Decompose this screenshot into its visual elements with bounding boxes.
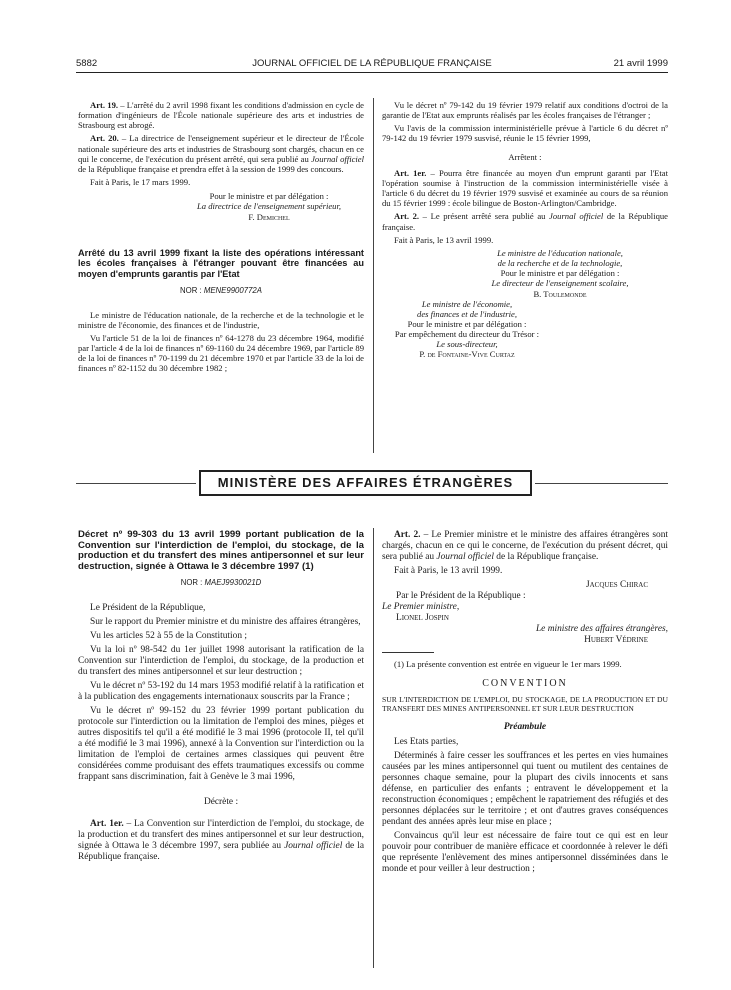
les-etats-parties: Les Etats parties, (394, 736, 459, 747)
convention-subtitle: SUR L'INTERDICTION DE L'EMPLOI, DU STOCKAGE, DE LA PRODUCTION ET DU TRANSFERT DES MINES ANTIPERSONNEL ET SUR LEUR DESTRUCTION (382, 695, 668, 714)
nor-reference: NOR : MENE9900772A (180, 285, 262, 295)
article-1: Art. 1er. – La Convention sur l'interdiction de l'emploi, du stockage, de la production et du transfert des mines antipersonnel et sur leur destruction, signée à Ottawa le 3 décembre 1997, sera publiée au Journal officiel de la République française. (78, 818, 364, 862)
vu-decret-53-192: Vu le décret nº 53-192 du 14 mars 1953 modifié relatif à la ratification et à la publication des engagements internationaux souscrits par la France ; (78, 680, 364, 702)
fait-a-paris: Fait à Paris, le 13 avril 1999. (394, 234, 494, 245)
column-top-right (382, 100, 668, 360)
signature-jospin: Lionel Jospin (396, 613, 449, 623)
decret-title: Décret nº 99-303 du 13 avril 1999 portant publication de la Convention sur l'interdiction de l'emploi, du stockage, de la production et du transfert des mines antipersonnel et sur leur destruction, signée à Ottawa le 3 décembre 1997 (1) (78, 529, 364, 572)
convaincus: Convaincus qu'il leur est nécessaire de faire tout ce qui est en leur pouvoir pour contribuer de manière efficace et coordonnée à relever le défi que représente l'enlèvement des mines antipersonnel disséminées dans le monde et pour veiller à leur destruction ; (382, 830, 668, 874)
decrete: Décrète : (203, 796, 239, 807)
article-20: Art. 20. – La directrice de l'enseignement supérieur et le directeur de l'École nationale supérieure des arts et industries de Strasbourg sont chargés, chacun en ce qui le concerne, de l'exécution du présent arrêté, qui sera publié au Journal officiel de la République française et prendra effet à la session de 1999 des concours. (78, 133, 364, 174)
convention-heading: CONVENTION (482, 678, 568, 689)
nor-reference: NOR : MAEJ9930021D (180, 578, 262, 588)
column-bottom-right (382, 530, 668, 878)
fait-a-paris: Fait à Paris, le 13 avril 1999. (394, 566, 503, 576)
footnote-rule (382, 652, 434, 653)
vu-constitution: Vu les articles 52 à 55 de la Constitution ; (90, 630, 247, 641)
article-2: Art. 2. – Le présent arrêté sera publié au Journal officiel de la République française. (382, 211, 668, 232)
column-divider-top (373, 98, 374, 453)
issue-date: 21 avril 1999 (613, 58, 668, 69)
vu-loi-finances: Vu l'article 51 de la loi de finances nº 64-1278 du 23 décembre 1964, modifié par l'article 4 de la loi de finances nº 69-1160 du 24 décembre 1969, par l'article 89 de la loi de finances nº 70-1199 du 21 décembre 1970 et par l'article 33 de la loi de finances nº 82-1152 du 30 décembre 1982 ; (78, 332, 364, 374)
president: Le Président de la République, (90, 602, 206, 613)
signature-block-economie: Le ministre de l'économie, des finances et de l'industrie, Pour le ministre et par délégation : Par empêchement du directeur du Trésor : Le sous-directeur, P. de Fontaine-Vive Curtaz (394, 298, 540, 360)
column-bottom-left (78, 530, 364, 866)
ministre-affaires-etrangeres: Le ministre des affaires étrangères, (535, 624, 668, 634)
article-1: Art. 1er. – Pourra être financée au moyen d'un emprunt garanti par l'Etat l'opération soumise à l'instruction de la commission interministérielle visée à l'article 6 du décret du 19 février 1979 susvisé et examinée au cours de sa réunion du 15 février 1999 : école bilingue de Boston-Arlington/Cambridge. (382, 167, 668, 209)
column-divider-bottom (373, 528, 374, 968)
page-number: 5882 (76, 58, 98, 69)
ministry-heading: MINISTÈRE DES AFFAIRES ÉTRANGÈRES (199, 470, 532, 496)
signature-chirac: Jacques Chirac (585, 580, 648, 590)
arrete-intro: Le ministre de l'éducation nationale, de la recherche et de la technologie et le ministre de l'économie, des finances et de l'industrie, (78, 309, 364, 330)
arrete-title: Arrêté du 13 avril 1999 fixant la liste des opérations intéressant les écoles françaises à l'étranger pouvant être financées au moyen d'emprunts garantis par l'Etat (78, 247, 364, 279)
signature-block-education: Le ministre de l'éducation nationale, de la recherche et de la technologie, Pour le ministre et par délégation : Le directeur de l'enseignement scolaire, B. Toulemonde (491, 247, 629, 299)
preambule-heading: Préambule (503, 721, 547, 732)
sur-rapport: Sur le rapport du Premier ministre et du ministre des affaires étrangères, (90, 616, 361, 627)
premier-ministre: Le Premier ministre, (382, 602, 460, 612)
arretent: Arrêtent : (508, 151, 542, 162)
article-2: Art. 2. – Le Premier ministre et le ministre des affaires étrangères sont chargés, chacun en ce qui le concerne, de l'exécution du présent décret, qui sera publié au Journal officiel de la République française. (382, 530, 668, 562)
par-le-president: Par le Président de la République : (396, 591, 526, 601)
fait-a-paris: Fait à Paris, le 17 mars 1999. (90, 177, 191, 188)
article-19: Art. 19. – L'arrêté du 2 avril 1998 fixant les conditions d'admission en cycle de formation d'ingénieurs de l'École nationale supérieure des arts et industries de Strasbourg est abrogé. (78, 100, 364, 131)
signature-block: Pour le ministre et par délégation : La directrice de l'enseignement supérieur, F. Demichel (197, 191, 341, 222)
running-header (76, 58, 668, 72)
vu-decret-79-142: Vu le décret nº 79-142 du 19 février 1979 relatif aux conditions d'octroi de la garantie de l'Etat aux emprunts réalisés par les écoles françaises de l'étranger ; (382, 100, 668, 121)
footnote: (1) La présente convention est entrée en vigueur le 1er mars 1999. (394, 659, 622, 669)
determines: Déterminés à faire cesser les souffrances et les pertes en vies humaines causées par les mines antipersonnel qui tuent ou mutilent des centaines de personnes chaque semaine, pour la plupart des civils innocents et sans défense, en particulier des enfants ; entravent le développement et la reconstruction économiques ; empêchent le rapatriement des réfugiés et des personnes déplacées sur le territoire ; et ont d'autres graves conséquences pendant des années après leur mise en place ; (382, 750, 668, 827)
vu-loi-98-542: Vu la loi nº 98-542 du 1er juillet 1998 autorisant la ratification de la Convention sur l'interdiction de l'emploi, du stockage, de la production et du transfert des mines antipersonnel et sur leur destruction ; (78, 644, 364, 677)
journal-title: JOURNAL OFFICIEL DE LA RÉPUBLIQUE FRANÇAISE (252, 58, 492, 69)
signature-vedrine: Hubert Védrine (584, 635, 648, 645)
header-rule (76, 72, 668, 73)
vu-decret-99-152: Vu le décret nº 99-152 du 23 février 1999 portant publication du protocole sur l'interdiction ou la limitation de l'emploi des mines, pièges et autres dispositifs tel qu'il a été modifié le 3 mai 1996 (protocole II, tel qu'il a été modifié le 3 mai 1996), annexé à la Convention sur l'interdiction ou la limitation de l'emploi de certaines armes classiques qui peuvent être considérées comme produisant des effets traumatiques excessifs ou comme frappant sans discrimination, fait à Genève le 3 mai 1996, (78, 705, 364, 782)
vu-avis-commission: Vu l'avis de la commission interministérielle prévue à l'article 6 du décret nº 79-142 du 19 février 1979 susvisé, réunie le 15 février 1999, (382, 123, 668, 144)
column-top-left (78, 100, 364, 377)
